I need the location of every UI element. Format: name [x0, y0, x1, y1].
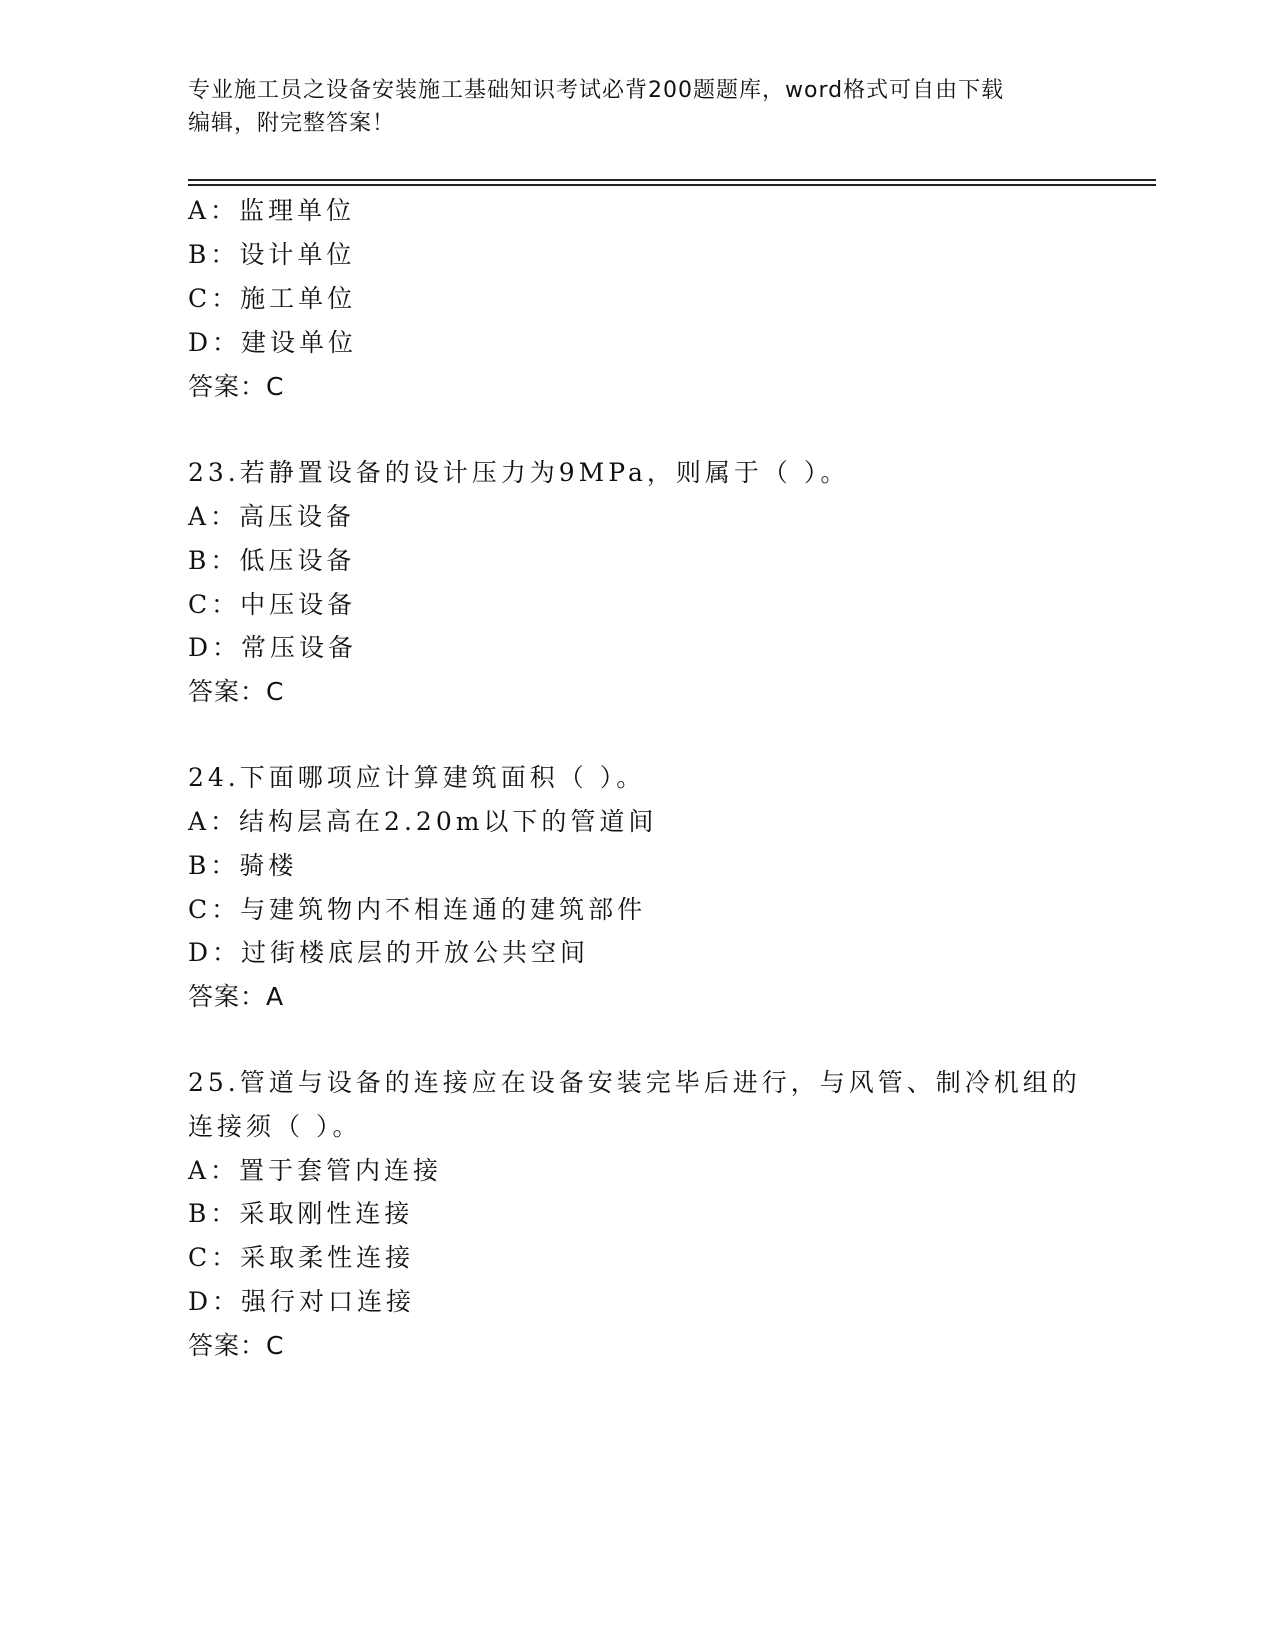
option-a: A：结构层高在2.20m以下的管道间 [188, 807, 658, 836]
option-a: A：置于套管内连接 [188, 1156, 443, 1185]
option-a: A：监理单位 [188, 196, 356, 225]
header-line-2: 编辑，附完整答案！ [188, 111, 396, 136]
option-c: C：与建筑物内不相连通的建筑部件 [188, 895, 647, 924]
option-b: B：骑楼 [188, 851, 298, 880]
answer: 答案：C [188, 677, 285, 706]
document-header [188, 74, 1068, 140]
answer: 答案：C [188, 372, 285, 401]
option-c: C：采取柔性连接 [188, 1243, 415, 1272]
option-a: A：高压设备 [188, 502, 356, 531]
header-divider-bottom [188, 184, 1156, 186]
option-c: C：施工单位 [188, 284, 357, 313]
option-c: C：中压设备 [188, 590, 357, 619]
question-25-line-2: 连接须（ ）。 [188, 1112, 362, 1141]
option-d: D：强行对口连接 [188, 1287, 416, 1316]
answer: 答案：C [188, 1331, 285, 1360]
option-d: D：过街楼底层的开放公共空间 [188, 938, 590, 967]
option-d: D：建设单位 [188, 328, 358, 357]
question-23: 23.若静置设备的设计压力为9MPa，则属于（ ）。 [188, 458, 850, 487]
option-b: B：设计单位 [188, 240, 356, 269]
header-line-1: 专业施工员之设备安装施工基础知识考试必背200题题库，word格式可自由下载 [188, 78, 1005, 103]
header-divider-top [188, 179, 1156, 181]
answer: 答案：A [188, 982, 285, 1011]
option-d: D：常压设备 [188, 633, 358, 662]
option-b: B：采取刚性连接 [188, 1199, 414, 1228]
question-24: 24.下面哪项应计算建筑面积（ ）。 [188, 763, 646, 792]
question-25-line-1: 25.管道与设备的连接应在设备安装完毕后进行，与风管、制冷机组的 [188, 1068, 1081, 1097]
option-b: B：低压设备 [188, 546, 356, 575]
